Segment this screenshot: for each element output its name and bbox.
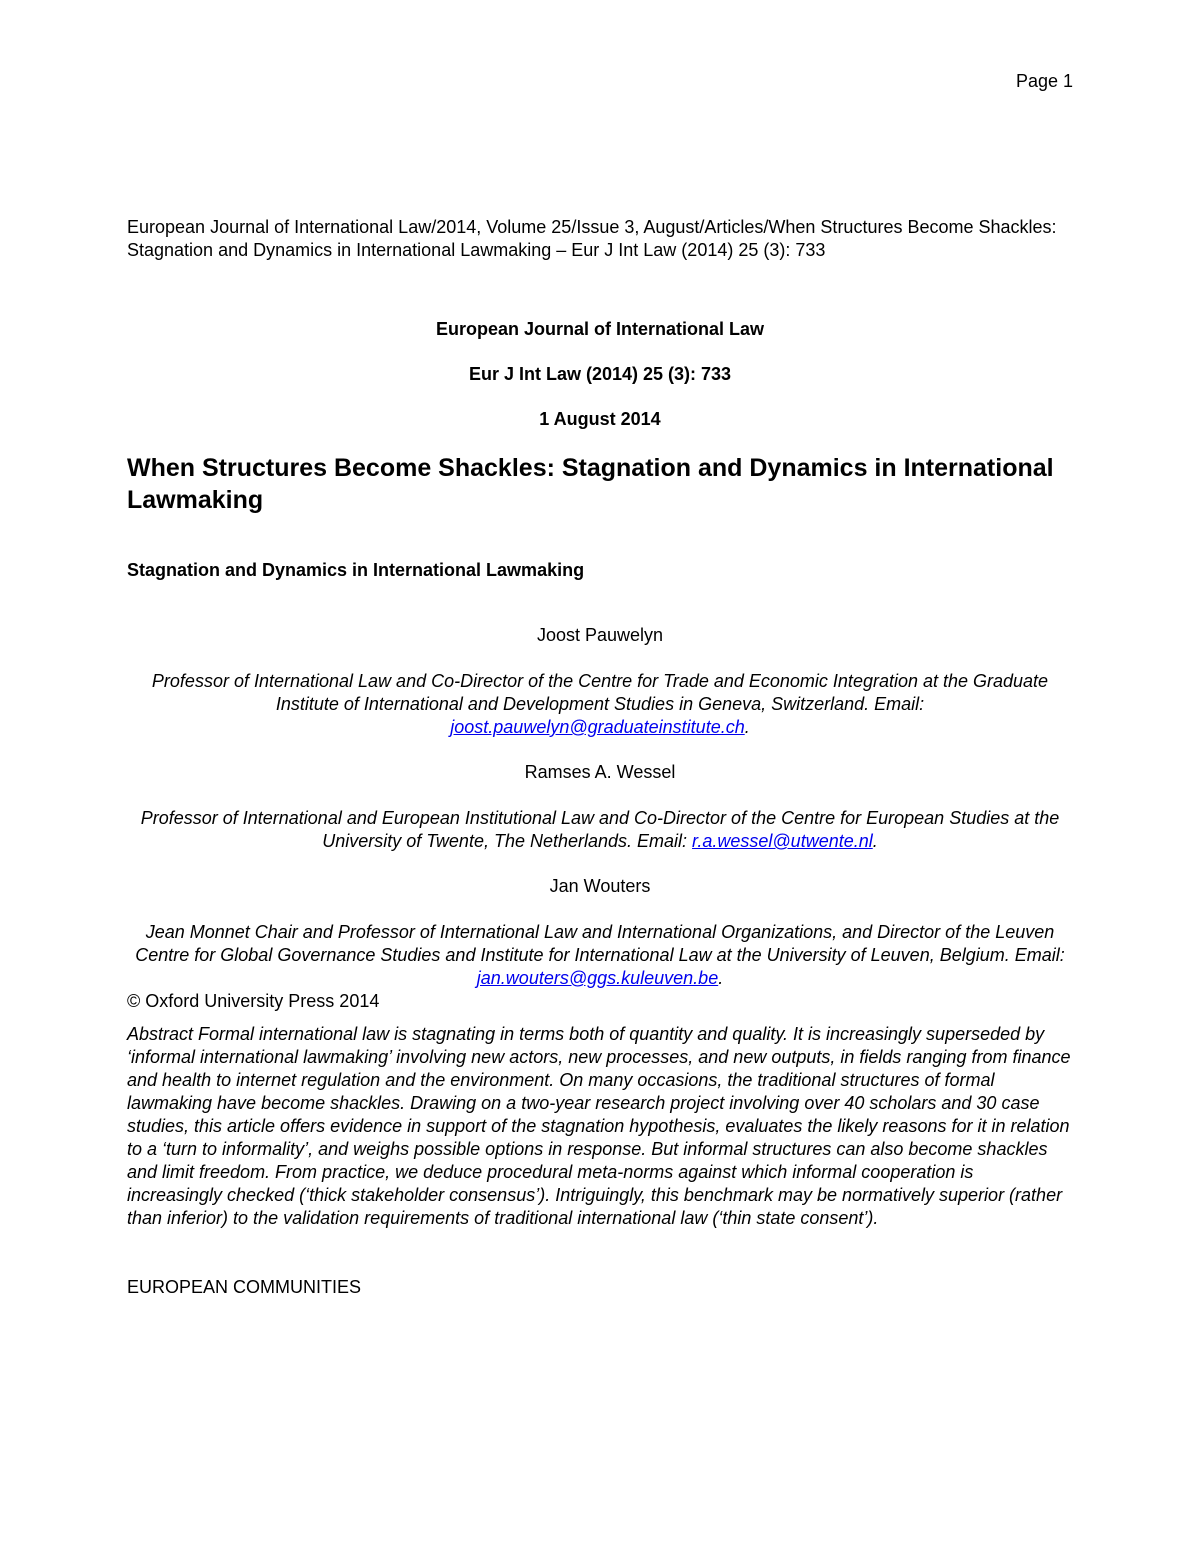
section-heading: EUROPEAN COMMUNITIES xyxy=(127,1277,362,1297)
journal-name: European Journal of International Law xyxy=(435,319,765,339)
author-affiliation-pauwelyn xyxy=(127,670,1073,739)
affiliation-end: . xyxy=(744,717,750,737)
affiliation-text: Professor of International and European Institutional Law and Co-Director of the Centre for European Studies at the University of Twente, The Netherlands. Email: xyxy=(140,808,1060,851)
page-content xyxy=(127,216,1073,1299)
article-subtitle: Stagnation and Dynamics in International Lawmaking xyxy=(127,560,585,580)
page-number: Page 1 xyxy=(1015,71,1073,91)
affiliation-end: . xyxy=(872,831,878,851)
affiliation-end: . xyxy=(718,968,724,988)
affiliation-text: Professor of International Law and Co-Director of the Centre for Trade and Economic Integration at the Graduate Institute of International and Development Studies in Geneva, Switzerland. Email: xyxy=(151,671,1049,714)
abstract-paragraph: Abstract Formal international law is stagnating in terms both of quantity and quality. It is increasingly superseded by ‘informal international lawmaking’ involving new actors, new processes, and new outputs, in fields ranging from finance and health to internet regulation and the environment. On many occasions, the traditional structures of formal lawmaking have become shackles. Drawing on a two-year research project involving over 40 scholars and 30 case studies, this article offers evidence in support of the stagnation hypothesis, evaluates the likely reasons for it in relation to a ‘turn to informality’, and weighs possible options in response. But informal structures can also become shackles and limit freedom. From practice, we deduce procedural meta-norms against which informal cooperation is increasingly checked (‘thick stakeholder consensus’). Intriguingly, this benchmark may be normatively superior (rather than inferior) to the validation requirements of traditional international law (‘thin state consent’). xyxy=(127,1024,1071,1228)
author-affiliation-wouters xyxy=(127,921,1073,990)
author-name-wessel: Ramses A. Wessel xyxy=(524,762,676,782)
affiliation-text: Jean Monnet Chair and Professor of International Law and International Organizations, and Director of the Leuven Centre for Global Governance Studies and Institute for International Law at the University of Leuven, Belgium. Email: xyxy=(135,922,1065,965)
publication-date: 1 August 2014 xyxy=(539,409,661,429)
copyright-notice: © Oxford University Press 2014 xyxy=(127,991,380,1011)
email-link-wessel[interactable]: r.a.wessel@utwente.nl xyxy=(692,831,873,851)
email-link-wouters[interactable]: jan.wouters@ggs.kuleuven.be xyxy=(476,968,719,988)
article-title: When Structures Become Shackles: Stagnation and Dynamics in International Lawmaking xyxy=(127,454,1054,514)
author-affiliation-wessel xyxy=(127,807,1073,853)
citation-path: European Journal of International Law/2014, Volume 25/Issue 3, August/Articles/When Structures Become Shackles: Stagnation and Dynamics in International Lawmaking – Eur J Int Law (2014) 25 (3): 733 xyxy=(127,217,1057,260)
email-link-pauwelyn[interactable]: joost.pauwelyn@graduateinstitute.ch xyxy=(450,717,745,737)
journal-citation: Eur J Int Law (2014) 25 (3): 733 xyxy=(468,364,732,384)
author-name-wouters: Jan Wouters xyxy=(549,876,651,896)
author-name-pauwelyn: Joost Pauwelyn xyxy=(536,625,664,645)
